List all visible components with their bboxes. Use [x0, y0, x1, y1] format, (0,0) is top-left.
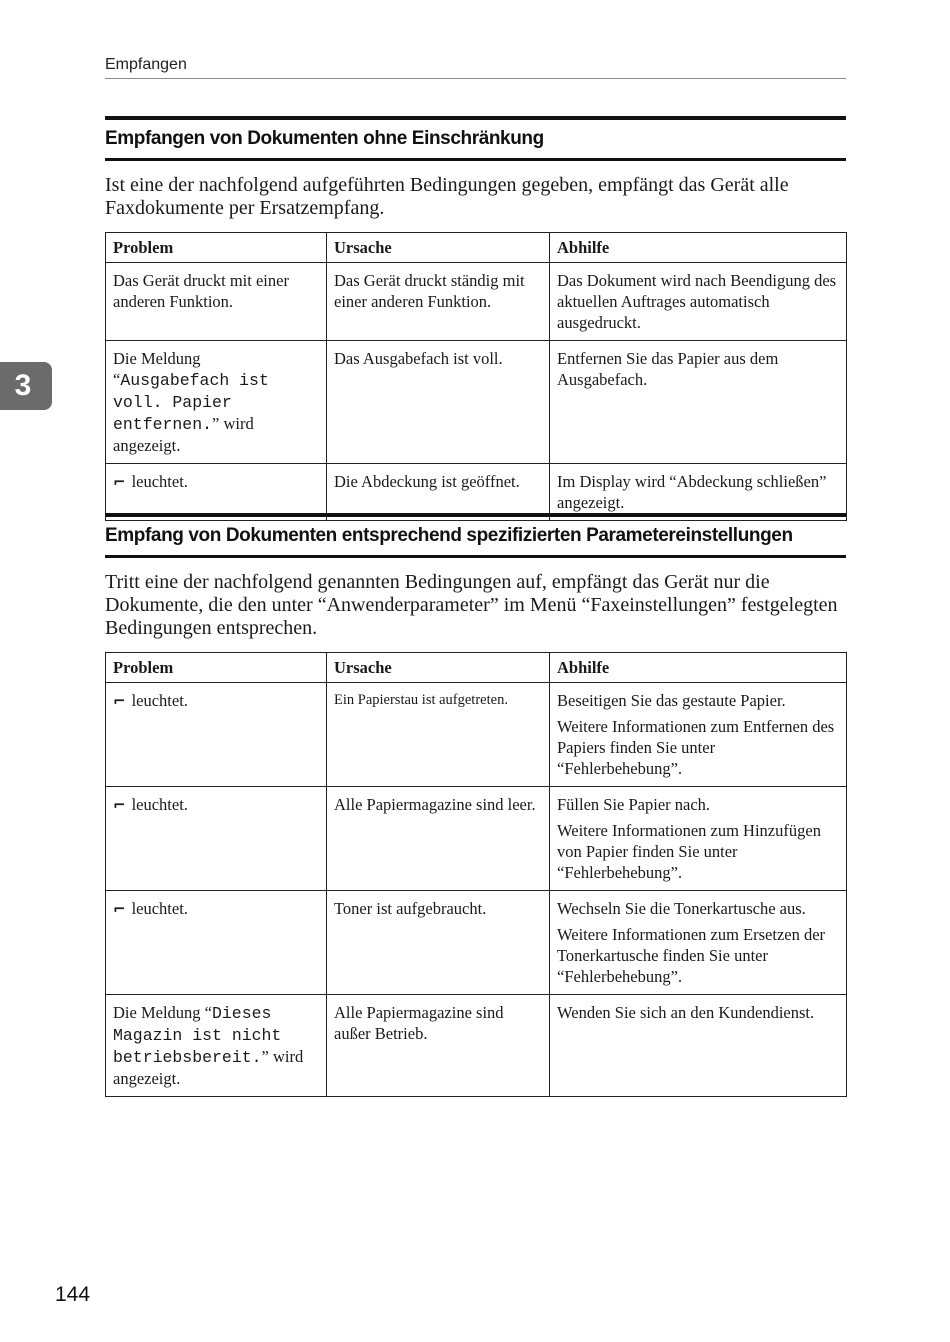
remedy-more-info: Weitere Informationen zum Hinzufügen von Papier finden Sie unter “Fehlerbehebung”. [557, 821, 821, 882]
column-header-remedy: Abhilfe [550, 653, 847, 683]
table-header-row [106, 653, 847, 683]
section-parameter-reception [105, 513, 846, 1097]
remedy-text: Wechseln Sie die Tonerkartusche aus. [557, 899, 806, 918]
troubleshooting-table [105, 652, 847, 1097]
remedy-more-info: Weitere Informationen zum Entfernen des Papiers finden Sie unter “Fehlerbehebung”. [557, 717, 835, 778]
remedy-cell: Entfernen Sie das Papier aus dem Ausgabefach. [550, 341, 847, 464]
cause-cell: Alle Papiermagazine sind außer Betrieb. [327, 995, 550, 1097]
table-row [106, 341, 847, 464]
column-header-cause: Ursache [327, 653, 550, 683]
section-title: Empfangen von Dokumenten ohne Einschränkung [105, 116, 846, 161]
cause-cell: Das Gerät druckt ständig mit einer anderen Funktion. [327, 263, 550, 341]
remedy-text: Beseitigen Sie das gestaute Papier. [557, 691, 786, 710]
cause-cell: Die Abdeckung ist geöffnet. [327, 464, 550, 521]
cause-cell: Toner ist aufgebraucht. [327, 891, 550, 995]
running-head: Empfangen [105, 56, 846, 79]
cause-cell: Ein Papierstau ist aufgetreten. [327, 683, 550, 787]
table-header-row [106, 233, 847, 263]
problem-cell [106, 995, 327, 1097]
table-row [106, 891, 847, 995]
remedy-cell: Wenden Sie sich an den Kundendienst. [550, 995, 847, 1097]
problem-cell [106, 341, 327, 464]
table-row [106, 464, 847, 521]
page-number: 144 [55, 1283, 91, 1306]
cause-cell: Alle Papiermagazine sind leer. [327, 787, 550, 891]
problem-cell: Das Gerät druckt mit einer anderen Funktion. [106, 263, 327, 341]
problem-suffix: ” wird angezeigt. [113, 1047, 304, 1088]
remedy-cell [550, 683, 847, 787]
remedy-more-info: Weitere Informationen zum Ersetzen der Tonerkartusche finden Sie unter “Fehlerbehebung”. [557, 925, 826, 986]
problem-text: leuchtet. [131, 795, 188, 814]
problem-cell [106, 683, 327, 787]
column-header-cause: Ursache [327, 233, 550, 263]
problem-text: leuchtet. [131, 899, 188, 918]
problem-cell [106, 787, 327, 891]
troubleshooting-table [105, 232, 847, 521]
column-header-problem: Problem [106, 653, 327, 683]
indicator-lamp-icon: ⌐ [113, 900, 126, 918]
chapter-tab: 3 [0, 362, 52, 410]
remedy-cell: Im Display wird “Abdeckung schließen” angezeigt. [550, 464, 847, 521]
column-header-problem: Problem [106, 233, 327, 263]
problem-cell [106, 891, 327, 995]
column-header-remedy: Abhilfe [550, 233, 847, 263]
problem-cell [106, 464, 327, 521]
display-message: Dieses Magazin ist nicht betriebsbereit. [113, 1004, 282, 1067]
indicator-lamp-icon: ⌐ [113, 692, 126, 710]
section-unrestricted-reception [105, 116, 846, 521]
display-message: Ausgabefach ist voll. Papier entfernen. [113, 371, 269, 434]
problem-text: leuchtet. [131, 472, 188, 491]
remedy-text: Füllen Sie Papier nach. [557, 795, 711, 814]
indicator-lamp-icon: ⌐ [113, 796, 126, 814]
section-intro: Tritt eine der nachfolgend genannten Bedingungen auf, empfängt das Gerät nur die Dokumente, die den unter “Anwenderparameter” im Menü “Faxeinstellungen” festgelegten Bedingungen entsprechen. [105, 571, 838, 639]
table-row [106, 995, 847, 1097]
table-row [106, 683, 847, 787]
table-row [106, 787, 847, 891]
section-intro: Ist eine der nachfolgend aufgeführten Bedingungen gegeben, empfängt das Gerät alle Faxdokumente per Ersatzempfang. [105, 174, 789, 219]
cause-cell: Das Ausgabefach ist voll. [327, 341, 550, 464]
problem-prefix: Die Meldung “ [113, 349, 201, 389]
remedy-cell [550, 891, 847, 995]
problem-suffix: ” wird angezeigt. [113, 414, 254, 455]
problem-text: leuchtet. [131, 691, 188, 710]
remedy-cell [550, 787, 847, 891]
table-row [106, 263, 847, 341]
remedy-cell: Das Dokument wird nach Beendigung des aktuellen Auftrages automatisch ausgedruckt. [550, 263, 847, 341]
indicator-lamp-icon: ⌐ [113, 473, 126, 491]
section-title: Empfang von Dokumenten entsprechend spezifizierten Parametereinstellungen [105, 513, 846, 558]
problem-prefix: Die Meldung “ [113, 1003, 212, 1022]
